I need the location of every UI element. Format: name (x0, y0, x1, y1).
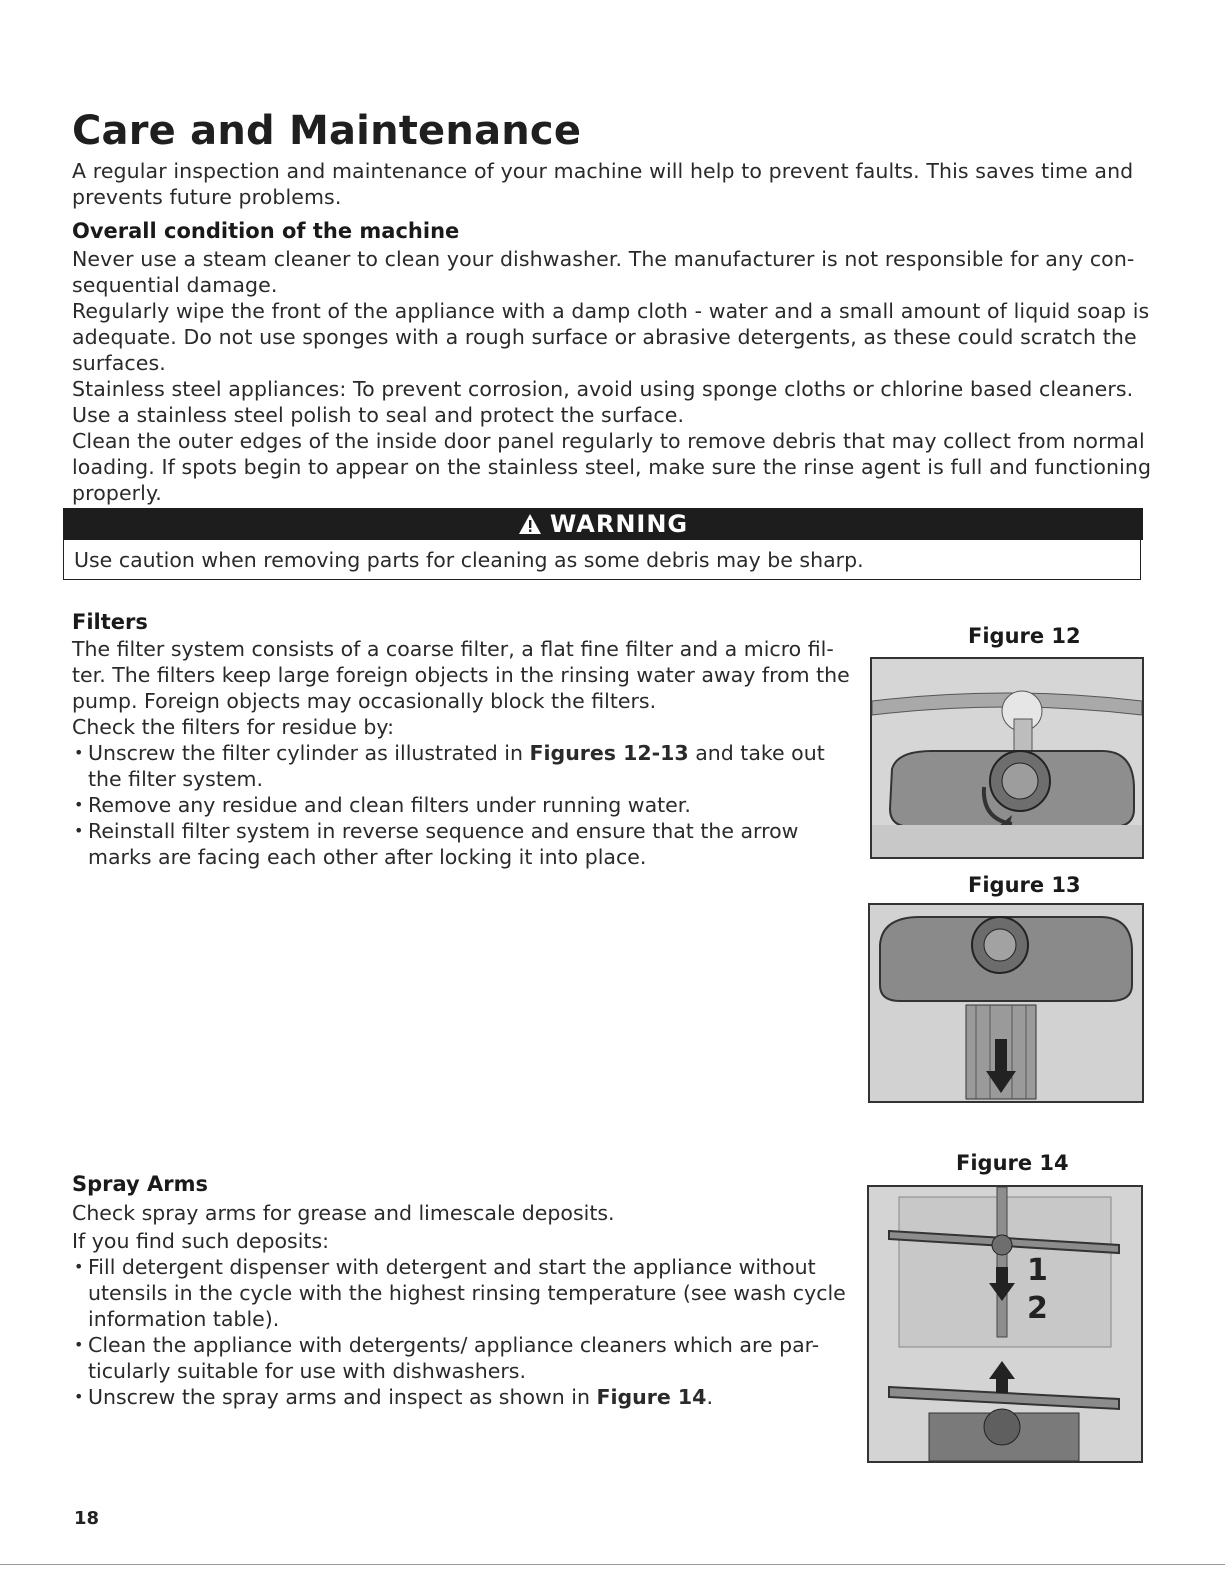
figure-14-step-1: 1 (1027, 1253, 1048, 1288)
figure-12-image (870, 657, 1144, 859)
figure-12-caption: Figure 12 (968, 624, 1081, 648)
warning-triangle-icon (518, 513, 542, 535)
page-number: 18 (74, 1508, 100, 1529)
spray-bullet-1: • Fill detergent dispenser with detergent and start the appliance without utensils in the cycle with the highest rinsing temperature (see wash cycle information table). (72, 1254, 862, 1332)
overall-paragraph-1: Never use a steam cleaner to clean your dishwasher. The manufacturer is not responsible for any con-sequential damage. (72, 247, 1135, 297)
bottom-rule (0, 1564, 1225, 1565)
filters-paragraph-1: The filter system consists of a coarse filter, a flat fine filter and a micro fil-ter. The filters keep large foreign objects in the rinsing water away from the pump. Foreign objects may occasionally block the filters. (72, 637, 850, 713)
figure-13-image (868, 903, 1144, 1103)
spray-paragraph-1: Check spray arms for grease and limescale deposits. (72, 1201, 615, 1225)
figure-14-image (867, 1185, 1143, 1463)
figure-14-step-2: 2 (1027, 1291, 1048, 1326)
overall-paragraph-3: Stainless steel appliances: To prevent corrosion, avoid using sponge cloths or chlorine based cleaners. Use a stainless steel polish to seal and protect the surface. (72, 377, 1134, 427)
spray-paragraph-2: If you find such deposits: (72, 1229, 330, 1253)
filters-bullet-3: • Reinstall filter system in reverse sequence and ensure that the arrow marks are facing each other after locking it into place. (72, 818, 862, 870)
filters-bullet-1: • Unscrew the filter cylinder as illustrated in Figures 12-13 and take out the filter system. (72, 740, 862, 792)
figures-12-13-ref: Figures 12-13 (529, 741, 689, 765)
overall-paragraph-2: Regularly wipe the front of the appliance with a damp cloth - water and a small amount of liquid soap is adequate. Do not use sponges with a rough surface or abrasive detergents, as these could scratch the surfaces. (72, 299, 1150, 375)
figure-14-ref: Figure 14 (596, 1385, 707, 1409)
spray-arms-heading: Spray Arms (72, 1172, 209, 1196)
overall-paragraph-4: Clean the outer edges of the inside door panel regularly to remove debris that may collect from normal loading. If spots begin to appear on the stainless steel, make sure the rinse agent is full and functioning properly. (72, 429, 1152, 505)
overall-heading: Overall condition of the machine (72, 219, 460, 243)
spray-arms-body (72, 1200, 862, 1410)
intro-paragraph: A regular inspection and maintenance of your machine will help to prevent faults. This saves time and prevents future problems. (72, 159, 1134, 209)
filters-bullet-2: • Remove any residue and clean filters under running water. (72, 792, 862, 818)
page-title: Care and Maintenance (72, 108, 582, 154)
warning-label: WARNING (549, 510, 689, 538)
spray-bullet-2: • Clean the appliance with detergents/ appliance cleaners which are par-ticularly suitable for use with dishwashers. (72, 1332, 862, 1384)
filters-paragraph-2: Check the filters for residue by: (72, 715, 394, 739)
filters-heading: Filters (72, 610, 148, 634)
figure-13-caption: Figure 13 (968, 873, 1081, 897)
warning-banner (63, 508, 1143, 540)
filters-body (72, 636, 862, 870)
warning-text: Use caution when removing parts for cleaning as some debris may be sharp. (63, 540, 1141, 580)
figure-14-caption: Figure 14 (956, 1151, 1069, 1175)
spray-bullet-3: • Unscrew the spray arms and inspect as shown in Figure 14. (72, 1384, 862, 1410)
